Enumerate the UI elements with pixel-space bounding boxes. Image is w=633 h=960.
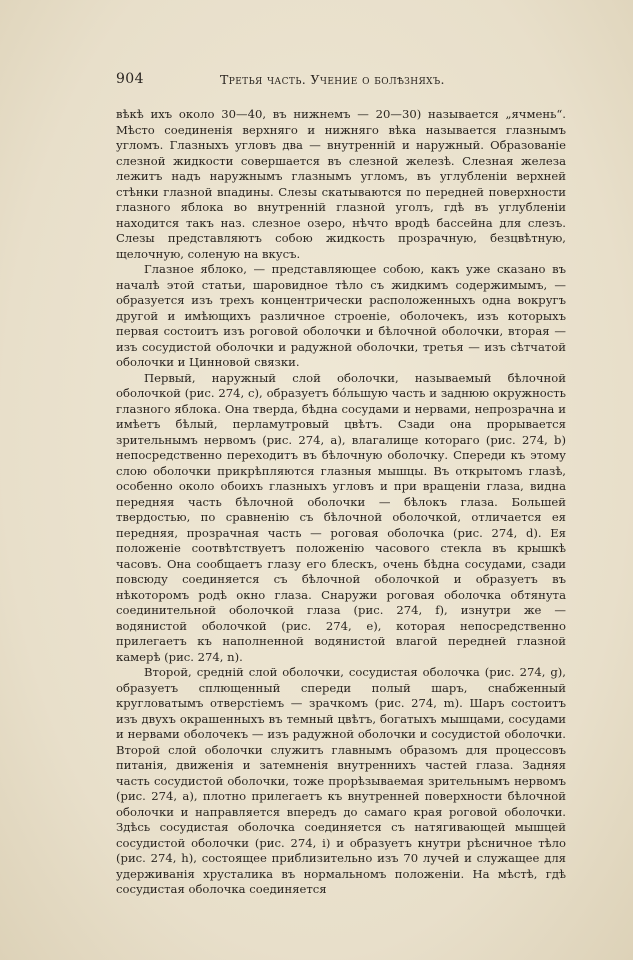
running-title: Третья часть. Учение о болѣзняхъ. [220, 72, 445, 87]
paragraph-3: Первый, наружный слой оболочки, называемый бѣлочной оболочкой (рис. 274, c), образуетъ бóльшую часть и заднюю окружность глазного яблока. Она тверда, бѣдна сосудами и нервами, непрозрачна и имѣетъ бѣлый, перламутровый цвѣтъ. Сзади она прорывается зрительнымъ нервомъ (рис. 274, a), влагалище котораго (рис. 274, b) непосредственно переходитъ въ бѣлочную оболочку. Спереди къ этому слою оболочки прикрѣпляются глазныя мышцы. Въ открытомъ глазѣ, особенно около обоихъ глазныхъ угловъ и при вращеніи глаза, видна передняя часть бѣлочной оболочки — бѣлокъ глаза. Большей твердостью, по сравненію съ бѣлочной оболочкой, отличается ея передняя, прозрачная часть — роговая оболочка (рис. 274, d). Ея положеніе соотвѣтствуетъ положенію часового стекла въ крышкѣ часовъ. Она сообщаетъ глазу его блескъ, очень бѣдна сосудами, сзади повсюду соединяется съ бѣлочной оболочкой и образуетъ въ нѣкоторомъ родѣ окно глаза. Снаружи роговая оболочка обтянута соединительной оболочкой глаза (рис. 274, f), изнутри же — водянистой оболочкой (рис. 274, e), которая непосредственно прилегаетъ къ наполненной водянистой влагой передней глазной камерѣ (рис. 274, n). [116, 370, 566, 664]
body-text [116, 107, 566, 898]
paragraph-4: Второй, средній слой оболочки, сосудистая оболочка (рис. 274, g), образуетъ сплющенный спереди полый шаръ, снабженный кругловатымъ отверстіемъ — зрачкомъ (рис. 274, m). Шаръ состоитъ изъ двухъ окрашенныхъ въ темный цвѣтъ, богатыхъ мышцами, сосудами и нервами оболочекъ — изъ радужной оболочки и сосудистой оболочки. Второй слой оболочки служитъ главнымъ образомъ для процессовъ питанія, движенія и затемненія внутреннихъ частей глаза. Задняя часть сосудистой оболочки, тоже прорѣзываемая зрительнымъ нервомъ (рис. 274, a), плотно прилегаетъ къ внутренней поверхности бѣлочной оболочки и направляется впередъ до самаго края роговой оболочки. Здѣсь сосудистая оболочка соединяется съ натягивающей мышцей сосудистой оболочки (рис. 274, i) и образуетъ кнутри рѣсничное тѣло (рис. 274, h), состоящее приблизительно изъ 70 лучей и служащее для удерживанія хрусталика въ нормальномъ положеніи. На мѣстѣ, гдѣ сосудистая оболочка соединяется [116, 665, 566, 896]
paragraph-2: Глазное яблоко, — представляющее собою, какъ уже сказано въ началѣ этой статьи, шаровидное тѣло съ жидкимъ содержимымъ, — образуется изъ трехъ концентрически расположенныхъ одна вокругъ другой и имѣющихъ различное строеніе, оболочекъ, изъ которыхъ первая состоитъ изъ роговой оболочки и бѣлочной оболочки, вторая — изъ сосудистой оболочки и радужной оболочки, третья — изъ сѣтчатой оболочки и Цинновой связки. [116, 262, 566, 369]
page-header [116, 71, 566, 93]
paragraph-1: вѣкѣ ихъ около 30—40, въ нижнемъ — 20—30) называется „ячмень“. Мѣсто соединенія верхняго и нижняго вѣка называется глазнымъ угломъ. Глазныхъ угловъ два — внутренній и наружный. Образованіе слезной жидкости совершается въ слезной железѣ. Слезная железа лежитъ надъ наружнымъ глазнымъ угломъ, въ углубленіи верхней стѣнки глазной впадины. Слезы скатываются по передней поверхности глазного яблока во внутренній глазной уголъ, гдѣ въ углубленіи находится такъ наз. слезное озеро, нѣчто вродѣ бассейна для слезъ. Слезы представляютъ собою жидкость прозрачную, безцвѣтную, щелочную, соленую на вкусъ. [116, 107, 566, 261]
page-number: 904 [116, 71, 144, 87]
